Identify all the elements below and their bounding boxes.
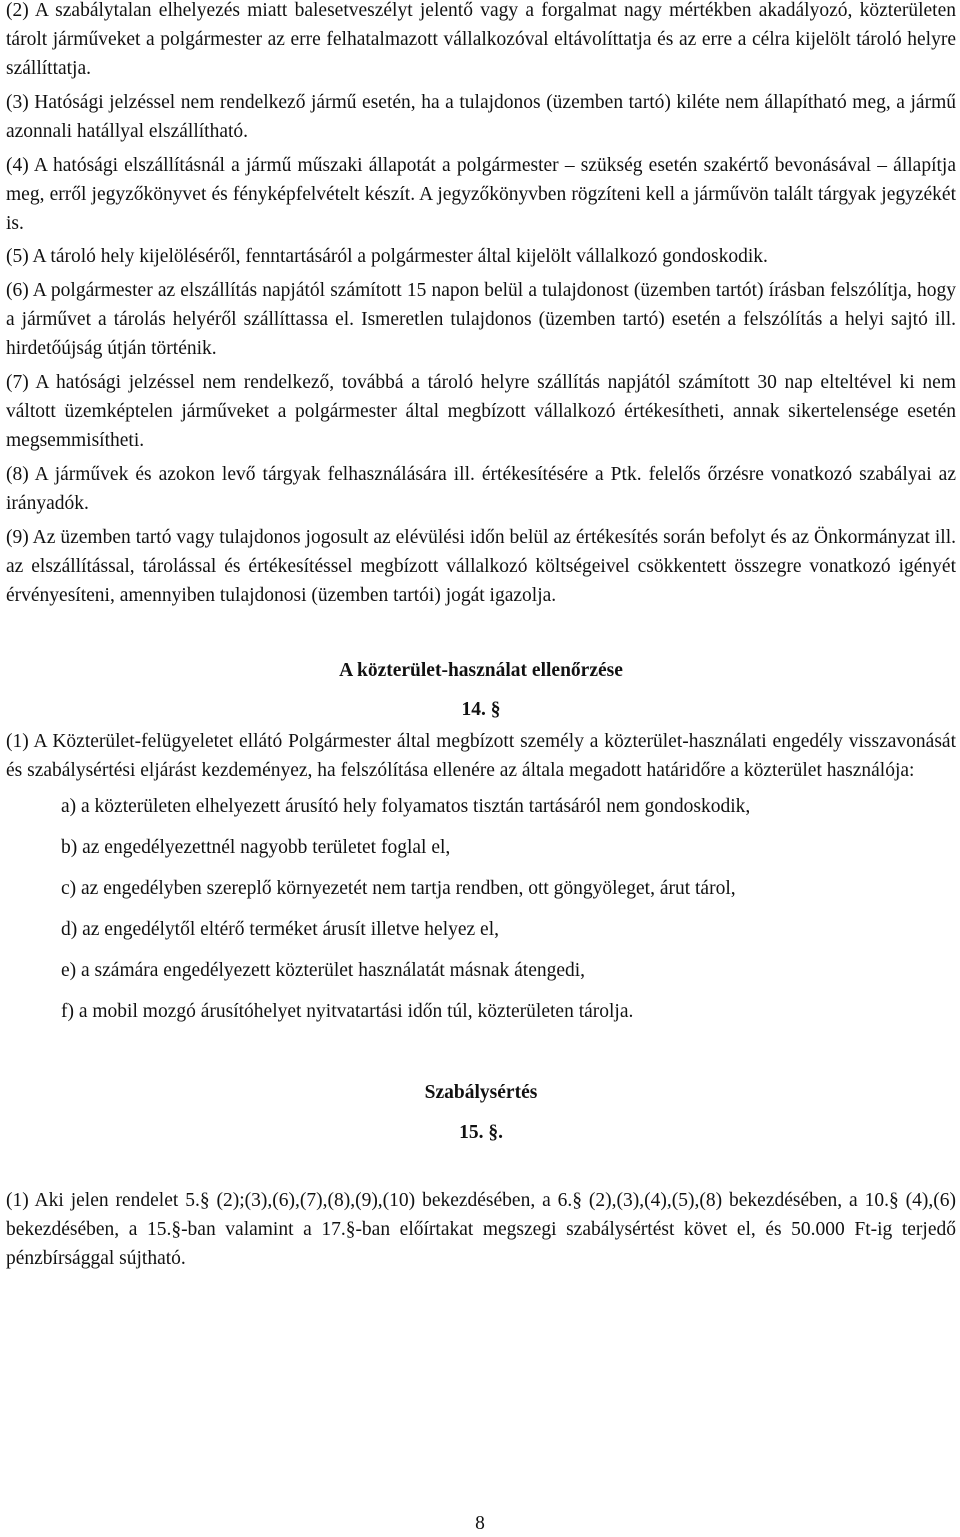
paragraph-9: (9) Az üzemben tartó vagy tulajdonos jogosult az elévülési időn belül az értékesítés során befolyt és az Önkormányzat ill. az elszállítással, tárolással és értékesítéssel megbízott vállalkozó költségeivel csökkentett összegre vonatkozó igényét érvényesíteni, amennyiben tulajdonosi (üzemben tartói) jogát igazolja. [6, 527, 956, 606]
section-14-title: A közterület-használat ellenőrzése [339, 660, 623, 681]
list-item-c: c) az engedélyben szereplő környezetét nem tartja rendben, ott göngyöleget, árut tárol, [61, 878, 736, 899]
list-item-f: f) a mobil mozgó árusítóhelyet nyitvatartási időn túl, közterületen tárolja. [61, 1001, 634, 1022]
document-page [6, 0, 956, 1273]
section-15-paragraph-1: (1) Aki jelen rendelet 5.§ (2);(3),(6),(7),(8),(9),(10) bekezdésében, a 6.§ (2),(3),(4),(5),(8) bekezdésében, a 10.§ (4),(6) bekezdésében, a 15.§-ban valamint a 17.§-ban előírtakat megszegi szabálysértést követ el, és 50.000 Ft-ig terjedő pénzbírsággal sújtható. [6, 1190, 956, 1269]
page-number: 8 [475, 1513, 485, 1534]
paragraph-3: (3) Hatósági jelzéssel nem rendelkező jármű esetén, ha a tulajdonos (üzemben tartó) kiléte nem állapítható meg, a jármű azonnali hatállyal elszállítható. [6, 92, 956, 142]
paragraph-6: (6) A polgármester az elszállítás napjától számított 15 napon belül a tulajdonost (üzemben tartót) írásban felszólítja, hogy a járművet a tárolás helyéről szállíttassa el. Ismeretlen tulajdonos (üzemben tartó) esetén a felszólítás a helyi sajtó ill. hirdetőújság útján történik. [6, 280, 956, 359]
list-item-e: e) a számára engedélyezett közterület használatát másnak átengedi, [61, 960, 586, 981]
section-14-intro: (1) A Közterület-felügyeletet ellátó Polgármester által megbízott személy a közterület-használati engedély visszavonását és szabálysértési eljárást kezdeményez, ha felszólítása ellenére az általa megadott határidőre a közterület használója: [6, 731, 956, 781]
list-item-b: b) az engedélyezettnél nagyobb területet foglal el, [61, 837, 451, 858]
paragraph-8: (8) A járművek és azokon levő tárgyak felhasználására ill. értékesítésére a Ptk. felelős őrzésre vonatkozó szabályai az irányadók. [6, 464, 956, 514]
section-15-title: Szabálysértés [424, 1082, 538, 1103]
section-15-number: 15. §. [459, 1122, 503, 1143]
list-item-a: a) a közterületen elhelyezett árusító hely folyamatos tisztán tartásáról nem gondoskodik, [61, 796, 751, 817]
paragraph-2: (2) A szabálytalan elhelyezés miatt balesetveszélyt jelentő vagy a forgalmat nagy mértékben akadályozó, közterületen tárolt járműveket a polgármester az erre felhatalmazott vállalkozóval eltávolíttatja és az erre a célra kijelölt tároló helyre szállíttatja. [6, 0, 956, 79]
paragraph-7: (7) A hatósági jelzéssel nem rendelkező, továbbá a tároló helyre szállítás napjától számított 30 nap elteltével ki nem váltott üzemképtelen járműveket a polgármester által megbízott vállalkozó értékesítheti, annak sikertelensége esetén megsemmisítheti. [6, 372, 956, 451]
paragraph-4: (4) A hatósági elszállításnál a jármű műszaki állapotát a polgármester – szükség esetén szakértő bevonásával – állapítja meg, erről jegyzőkönyvet és fényképfelvételt készít. A jegyzőkönyvben rögzíteni kell a járművön talált tárgyak jegyzékét is. [6, 155, 956, 234]
paragraph-5: (5) A tároló hely kijelöléséről, fenntartásáról a polgármester által kijelölt vállalkozó gondoskodik. [6, 246, 768, 267]
list-item-d: d) az engedélytől eltérő terméket árusít illetve helyez el, [61, 919, 500, 940]
section-14-number: 14. § [461, 699, 501, 720]
